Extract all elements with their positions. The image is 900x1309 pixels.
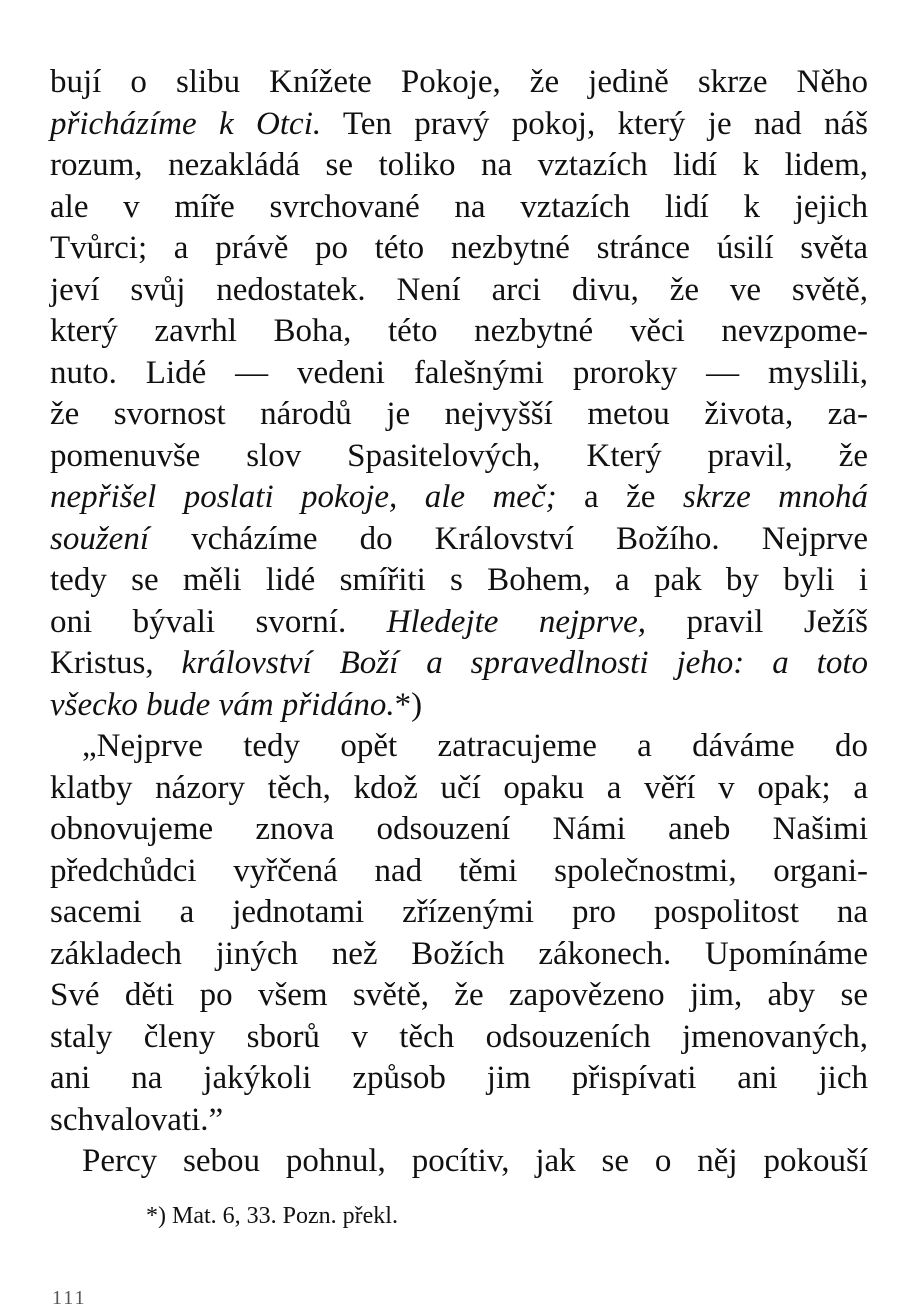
text-line: staly členy sborů v těch odsouzeních jmenovaných, [50,1018,868,1055]
footnote: *) Mat. 6, 33. Pozn. překl. [146,1203,398,1229]
text-line: obnovujeme znova odsouzení Námi aneb Našimi [50,811,868,847]
text-line: klatby názory těch, kdož učí opaku a věří v opak; a [50,769,868,806]
text-line [50,104,868,146]
text-line: sacemi a jednotami zřízenými pro pospolitost na [50,894,868,930]
italic-phrase: všecko bude vám přidáno. [50,686,395,723]
text-line: předchůdci vyřčená nad těmi společnostmi, organi- [50,852,868,889]
text-line: tedy se měli lidé smířiti s Bohem, a pak by byli i [50,562,868,598]
text-line: „Nejprve tedy opět zatracujeme a dáváme do [82,728,868,764]
text-line: který zavrhl Boha, této nezbytné věci nevzpome- [50,313,868,349]
text-line [50,477,868,519]
text-segment: Ten pravý pokoj, který je nad náš [321,105,869,142]
text-segment: pravil Ježíš [646,603,869,640]
italic-phrase: Hledejte nejprve, [386,603,647,640]
paragraph-1 [50,62,868,726]
text-line: schvalovati.” [50,1101,224,1138]
footnote-marker: *) [394,686,423,723]
text-line [50,685,868,727]
text-segment: oni bývali svorní. [50,603,387,640]
page-body [50,62,868,1183]
text-line: ani na jakýkoli způsob jim přispívati ani jich [50,1060,868,1096]
text-line: rozum, nezakládá se toliko na vztazích lidí k lidem, [50,147,868,183]
text-line: pomenuvše slov Spasitelových, Který pravil, že [50,437,868,474]
text-line: ale v míře svrchované na vztazích lidí k jejich [50,188,868,225]
text-line: Percy sebou pohnul, pocítiv, jak se o něj pokouší [82,1143,868,1179]
text-line: Tvůrci; a právě po této nezbytné stránce úsilí světa [50,230,868,266]
italic-phrase: skrze mnohá [682,479,869,515]
text-line [50,643,868,685]
paragraph-2 [50,726,868,1141]
text-line: jeví svůj nedostatek. Není arci divu, že ve světě, [50,271,868,308]
italic-phrase: nepřišel poslati pokoje, ale meč; [50,479,557,515]
text-segment: a že [556,479,683,515]
text-line: základech jiných než Božích zákonech. Upomínáme [50,935,868,972]
text-line [50,519,868,561]
text-line [50,602,868,644]
text-line: bují o slibu Knížete Pokoje, že jedině skrze Něho [50,64,868,100]
text-line: nuto. Lidé — vedeni falešnými proroky — myslili, [50,354,868,391]
paragraph-3 [50,1141,868,1183]
text-segment: vcházíme do Království Božího. Nejprve [149,520,868,557]
text-line: že svornost národů je nejvyšší metou života, za- [50,396,868,432]
italic-phrase: přicházíme k Otci. [50,105,322,142]
italic-phrase: království Boží a spravedlnosti jeho: a toto [181,645,868,681]
text-segment: Kristus, [50,645,182,681]
text-line: Své děti po všem světě, že zapovězeno jim, aby se [50,977,868,1013]
page-number: 111 [52,1287,87,1309]
italic-phrase: soužení [50,520,149,557]
